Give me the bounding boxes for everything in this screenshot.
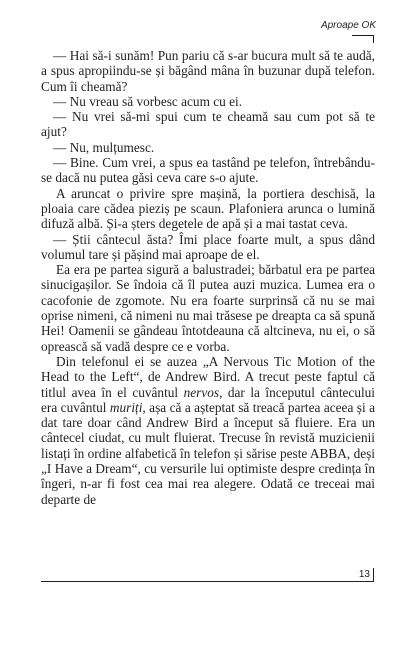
header-rule — [352, 35, 374, 36]
paragraph: A aruncat o privire spre mașină, la portiera deschisă, la ploaia care cădea pieziș pe scaun. Plafoniera arunca o lumină difuză albă. Și-a șters degetele de apă și a mai tastat ceva. — [41, 185, 375, 232]
paragraph: — Hai să-i sunăm! Pun pariu că s-ar bucura mult să te audă, a spus apropiindu-se și băgând mâna în buzunar după telefon. Cum îi cheamă? — [41, 48, 375, 94]
footer-tick — [373, 568, 374, 581]
header-tick — [373, 35, 374, 43]
footer-rule — [41, 581, 374, 582]
paragraph-text: , dar la începutul cântecului era cuvântul — [41, 384, 375, 415]
paragraph-text: Din telefonul ei se auzea „A Nervous Tic Motion of the Head to the Left“, de Andrew Bird. A trecut peste faptul că titlul avea în el cuvântul — [41, 353, 375, 400]
emphasis: muriți — [109, 399, 143, 415]
paragraph: — Nu vreau să vorbesc acum cu ei. — [53, 93, 243, 109]
paragraph: — Nu, mulțumesc. — [53, 139, 155, 155]
paragraph — [41, 354, 375, 507]
page-number: 13 — [358, 569, 370, 580]
running-head: Aproape OK — [320, 20, 376, 31]
paragraph-text: , așa că a așteptat să treacă partea aceea și a dat tare doar când Andrew Bird a început să fluiere. Era un cântecel ciudat, cu mult fluierat. Trecuse în revistă muzicienii listați în ordine alfabetică în telefon și sărise peste ABBA, deși „I Have a Dream“, cu versurile lui optimiste despre credința în îngeri, n-ar fi fost cea mai rea alegere. Odată ce treceai mai departe de — [41, 399, 375, 507]
paragraph: — Nu vrei să-mi spui cum te cheamă sau cum pot să te ajut? — [41, 109, 375, 140]
emphasis: nervos — [183, 384, 220, 400]
paragraph: — Bine. Cum vrei, a spus ea tastând pe telefon, întrebându-se dacă nu putea găsi ceva care s-o ajute. — [41, 155, 375, 186]
body-text — [41, 48, 375, 507]
paragraph: Ea era pe partea sigură a balustradei; bărbatul era pe partea sinucigașilor. Se îndoia că îl putea auzi muzica. Lumea era o cacofonie de zgomote. Nu era foarte surprinsă că nu se mai oprise nimeni, că nimeni nu mai trăsese pe dreapta ca să spună Hei! Oamenii se gândeau întotdeauna că altcineva, nu ei, o să oprească să vadă despre ce e vorba. — [41, 262, 375, 354]
paragraph: — Știi cântecul ăsta? Îmi place foarte mult, a spus dând volumul tare și pășind mai aproape de el. — [41, 231, 375, 262]
